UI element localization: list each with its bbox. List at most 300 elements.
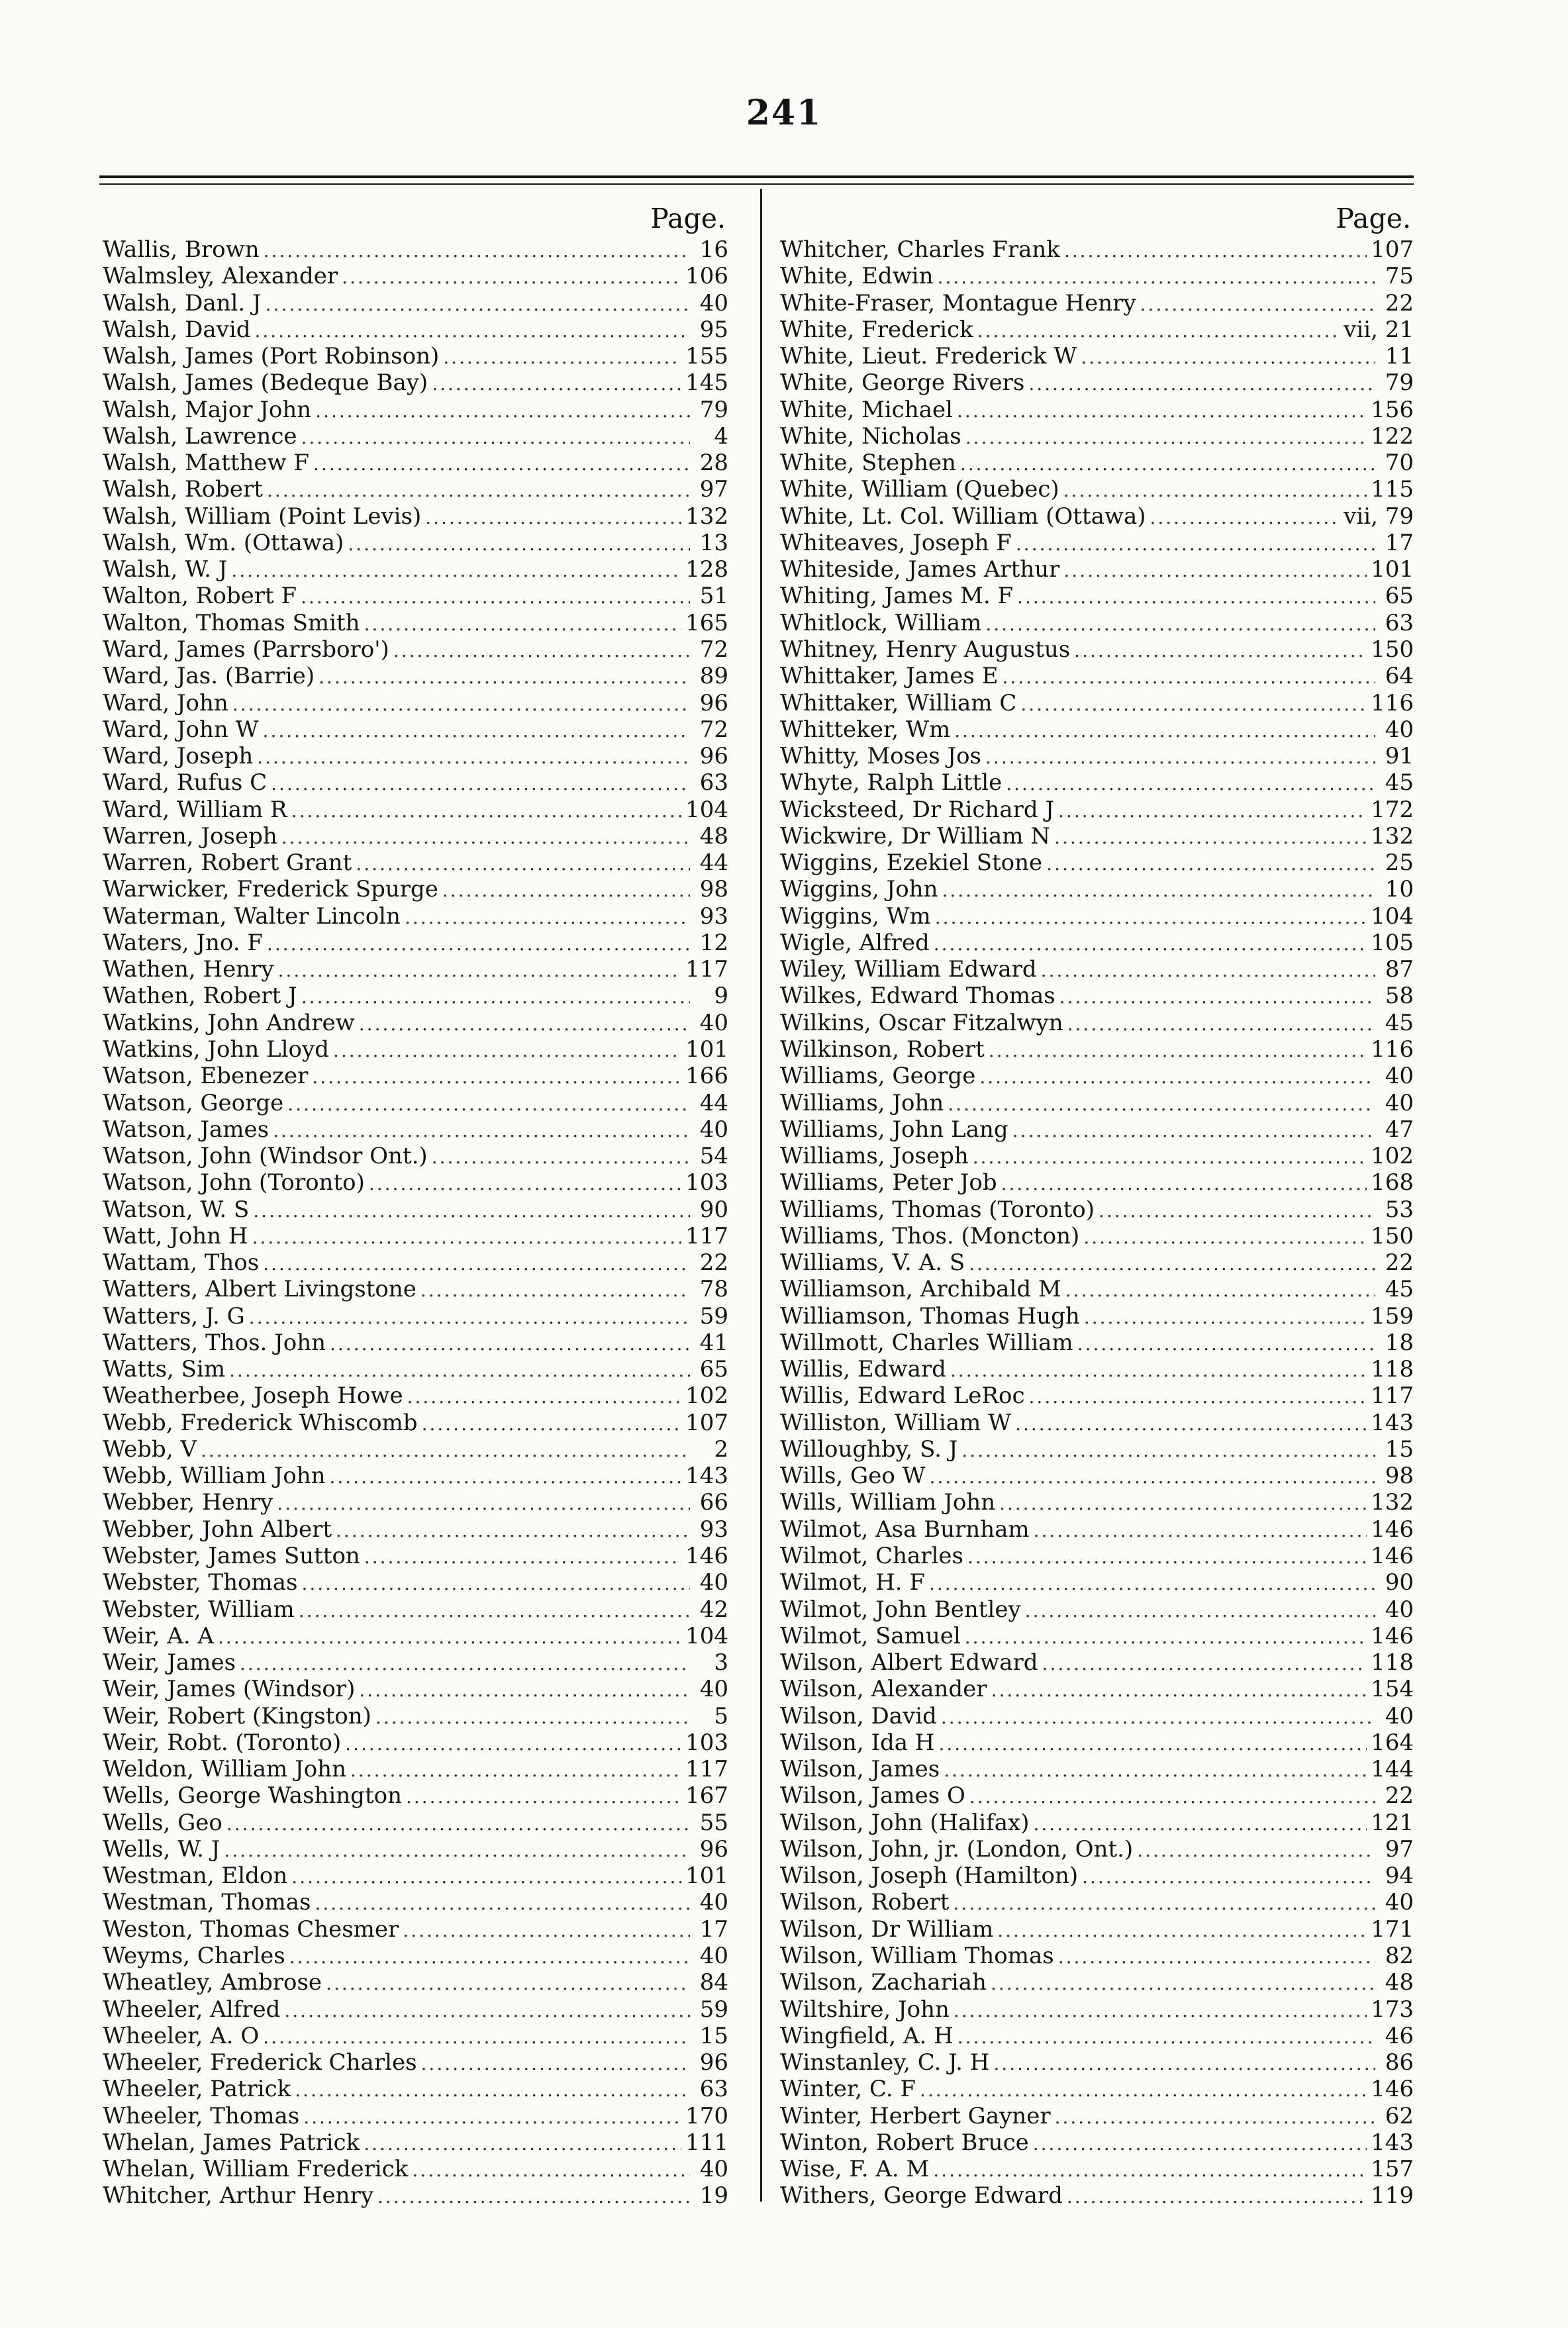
entry-page-ref: 143 — [685, 1463, 728, 1490]
dot-leader — [993, 2051, 1375, 2077]
entry-page-ref: 146 — [1371, 1543, 1414, 1570]
entry-name: Whitcher, Charles Frank — [780, 236, 1060, 263]
right-column — [780, 201, 1414, 2209]
dot-leader — [364, 611, 682, 638]
entry-page-ref: 102 — [1371, 1143, 1414, 1170]
dot-leader — [432, 1144, 690, 1171]
entry-name: Williams, George — [780, 1063, 976, 1090]
index-entry — [780, 690, 1414, 716]
entry-page-ref: 107 — [685, 1409, 728, 1436]
entry-name: Webster, Thomas — [103, 1569, 298, 1596]
dot-leader — [967, 1544, 1367, 1571]
entry-name: Wiggins, Wm — [780, 902, 931, 930]
index-entry — [780, 1782, 1414, 1809]
entry-page-ref: 66 — [699, 1489, 728, 1516]
dot-leader — [263, 718, 690, 744]
dot-leader — [299, 1598, 690, 1624]
dot-leader — [930, 1464, 1375, 1490]
entry-page-ref: 15 — [1385, 1435, 1414, 1463]
entry-name: Whitlock, William — [780, 609, 982, 636]
entry-name: Williston, William W — [780, 1409, 1012, 1436]
index-entry — [103, 2076, 728, 2102]
dot-leader — [229, 1357, 690, 1384]
entry-name: Wiltshire, John — [780, 1996, 950, 2023]
entry-page-ref: 10 — [1385, 876, 1414, 903]
index-entry — [103, 1010, 728, 1036]
entry-page-ref: 96 — [699, 689, 728, 716]
entry-name: Weatherbee, Joseph Howe — [103, 1382, 403, 1410]
entry-name: Wilson, John (Halifax) — [780, 1809, 1030, 1836]
entry-name: Wattam, Thos — [103, 1249, 260, 1277]
entry-page-ref: 97 — [699, 476, 728, 503]
entry-page-ref: 103 — [685, 1729, 728, 1756]
dot-leader — [999, 1490, 1367, 1517]
index-entry — [780, 1356, 1414, 1382]
entry-page-ref: 40 — [699, 1889, 728, 1916]
index-entry — [103, 369, 728, 396]
entry-page-ref: 64 — [1385, 663, 1414, 690]
index-entry — [780, 930, 1414, 956]
entry-page-ref: 63 — [699, 769, 728, 797]
entry-name: Westman, Thomas — [103, 1889, 311, 1916]
index-entry — [103, 903, 728, 930]
entry-name: Ward, James (Parrsboro') — [103, 636, 389, 663]
index-entry — [103, 1943, 728, 1969]
dot-leader — [1081, 344, 1375, 371]
index-entry — [103, 1676, 728, 1702]
entry-page-ref: 45 — [1385, 1009, 1414, 1036]
entry-name: Wilson, James O — [780, 1782, 965, 1810]
entry-page-ref: 97 — [1385, 1835, 1414, 1863]
entry-name: Warren, Joseph — [103, 822, 277, 849]
entry-page-ref: 48 — [1385, 1969, 1414, 1996]
entry-page-ref: 116 — [1371, 1036, 1414, 1063]
dot-leader — [345, 1731, 681, 1757]
entry-page-ref: 72 — [699, 716, 728, 743]
entry-page-ref: vii, 79 — [1344, 503, 1414, 530]
dot-leader — [271, 771, 690, 797]
entry-page-ref: 44 — [699, 849, 728, 877]
entry-name: Webster, James Sutton — [103, 1543, 360, 1570]
entry-page-ref: 94 — [1385, 1863, 1414, 1890]
entry-name: Williams, Joseph — [780, 1143, 969, 1170]
entry-name: White, Edwin — [780, 263, 934, 290]
entry-page-ref: 28 — [699, 450, 728, 477]
entry-page-ref: 22 — [1385, 1782, 1414, 1810]
entry-page-ref: 101 — [1371, 556, 1414, 583]
dot-leader — [1054, 824, 1367, 851]
index-entry — [103, 1463, 728, 1489]
entry-name: Wilkins, Oscar Fitzalwyn — [780, 1009, 1063, 1036]
index-entry — [780, 1116, 1414, 1143]
index-entry — [780, 556, 1414, 583]
index-entry — [103, 2182, 728, 2209]
entry-name: Whiting, James M. F — [780, 583, 1014, 610]
dot-leader — [326, 1970, 690, 1997]
entry-page-ref: 40 — [1385, 716, 1414, 743]
dot-leader — [1042, 1651, 1367, 1677]
dot-leader — [1055, 2104, 1375, 2131]
dot-leader — [985, 744, 1375, 771]
index-entry — [103, 1969, 728, 1996]
index-entry — [103, 503, 728, 530]
entry-name: Willoughby, S. J — [780, 1435, 958, 1463]
dot-leader — [953, 1890, 1375, 1917]
index-entry — [780, 610, 1414, 636]
entry-name: Watson, John (Toronto) — [103, 1169, 365, 1196]
entry-name: Wilson, Robert — [780, 1889, 950, 1916]
dot-leader — [1077, 1331, 1375, 1357]
dot-leader — [977, 318, 1340, 344]
entry-name: Watts, Sim — [103, 1356, 226, 1383]
entry-name: Ward, Rufus C — [103, 769, 268, 797]
entry-name: Wells, Geo — [103, 1809, 222, 1836]
entry-page-ref: 40 — [1385, 1089, 1414, 1116]
entry-name: Whitney, Henry Augustus — [780, 636, 1071, 663]
dot-leader — [1020, 691, 1367, 718]
index-entry — [780, 956, 1414, 983]
index-entry — [780, 823, 1414, 849]
index-entry — [103, 1756, 728, 1782]
dot-leader — [218, 1624, 681, 1651]
entry-page-ref: 93 — [699, 902, 728, 930]
entry-page-ref: 40 — [699, 1116, 728, 1143]
index-entry — [103, 983, 728, 1009]
dot-leader — [342, 264, 681, 291]
entry-page-ref: 154 — [1371, 1676, 1414, 1703]
dot-leader — [377, 2184, 690, 2210]
entry-name: White, Stephen — [780, 450, 956, 477]
entry-page-ref: 96 — [699, 2049, 728, 2076]
entry-name: Whelan, James Patrick — [103, 2129, 360, 2156]
entry-page-ref: 12 — [699, 929, 728, 956]
dot-leader — [240, 1651, 690, 1677]
dot-leader — [1099, 1198, 1375, 1224]
entry-page-ref: 143 — [1371, 2129, 1414, 2156]
entry-name: Watters, Albert Livingstone — [103, 1276, 416, 1303]
entry-page-ref: 146 — [685, 1543, 728, 1570]
entry-page-ref: 16 — [699, 236, 728, 263]
entry-page-ref: 96 — [699, 743, 728, 770]
entry-page-ref: 95 — [699, 316, 728, 343]
entry-page-ref: 40 — [1385, 1063, 1414, 1090]
entry-name: Ward, John W — [103, 716, 259, 743]
entry-page-ref: 40 — [699, 289, 728, 316]
index-entry — [780, 263, 1414, 289]
entry-page-ref: 118 — [1371, 1649, 1414, 1676]
dot-leader — [1067, 1011, 1375, 1038]
index-entry — [780, 1649, 1414, 1676]
entry-page-ref: 106 — [685, 263, 728, 290]
dot-leader — [330, 1464, 682, 1490]
index-entry — [103, 1036, 728, 1063]
index-entry — [780, 1143, 1414, 1169]
entry-page-ref: 19 — [699, 2182, 728, 2209]
entry-name: Webb, William John — [103, 1463, 326, 1490]
entry-page-ref: 45 — [1385, 1276, 1414, 1303]
entry-page-ref: 90 — [1385, 1569, 1414, 1596]
entry-name: Wilmot, John Bentley — [780, 1596, 1021, 1623]
dot-leader — [1003, 664, 1375, 691]
entry-page-ref: 128 — [685, 556, 728, 583]
index-entry — [780, 1943, 1414, 1969]
dot-leader — [965, 424, 1367, 451]
entry-page-ref: 40 — [1385, 1702, 1414, 1729]
entry-name: Wilmot, Asa Burnham — [780, 1516, 1030, 1543]
dot-leader — [369, 1171, 681, 1197]
entry-page-ref: 132 — [1371, 822, 1414, 849]
index-entry — [103, 1996, 728, 2023]
index-entry — [103, 1836, 728, 1863]
dot-leader — [920, 2077, 1367, 2104]
entry-page-ref: 98 — [699, 876, 728, 903]
dot-leader — [960, 451, 1375, 477]
entry-page-ref: 172 — [1371, 796, 1414, 823]
index-entry — [780, 1303, 1414, 1330]
entry-page-ref: 171 — [1371, 1916, 1414, 1943]
dot-leader — [267, 477, 690, 504]
entry-name: White, George Rivers — [780, 369, 1025, 397]
entry-page-ref: 46 — [1385, 2022, 1414, 2049]
index-entry — [103, 1330, 728, 1356]
entry-name: Wilkinson, Robert — [780, 1036, 985, 1063]
dot-leader — [267, 931, 690, 957]
entry-page-ref: vii, 21 — [1344, 316, 1414, 343]
index-entry — [780, 903, 1414, 930]
index-entry — [780, 1756, 1414, 1782]
dot-leader — [991, 1970, 1375, 1997]
index-entry — [103, 1863, 728, 1889]
entry-page-ref: 102 — [685, 1382, 728, 1410]
entry-name: Wiley, William Edward — [780, 956, 1037, 983]
index-entry — [103, 1649, 728, 1676]
dot-leader — [315, 398, 690, 424]
index-entry — [780, 1249, 1414, 1276]
entry-page-ref: 65 — [699, 1356, 728, 1383]
dot-leader — [933, 2157, 1367, 2184]
entry-page-ref: 166 — [685, 1063, 728, 1090]
entry-name: Westman, Eldon — [103, 1863, 288, 1890]
index-entry — [103, 1729, 728, 1756]
dot-leader — [278, 957, 682, 984]
index-entry — [103, 1223, 728, 1249]
dot-leader — [442, 877, 690, 904]
dot-leader — [359, 1011, 690, 1038]
index-entry — [780, 1703, 1414, 1729]
entry-name: Williams, Peter Job — [780, 1169, 997, 1196]
dot-leader — [421, 2051, 690, 2077]
index-entry — [103, 1116, 728, 1143]
index-entry — [780, 423, 1414, 450]
entry-page-ref: 22 — [1385, 1249, 1414, 1277]
index-entry — [103, 1782, 728, 1809]
entry-page-ref: 42 — [699, 1596, 728, 1623]
entry-page-ref: 159 — [1371, 1302, 1414, 1330]
index-entry — [780, 503, 1414, 530]
index-entry — [780, 476, 1414, 503]
index-entry — [780, 1569, 1414, 1596]
dot-leader — [1025, 1598, 1375, 1624]
dot-leader — [264, 238, 690, 264]
index-entry — [780, 983, 1414, 1009]
dot-leader — [284, 1998, 690, 2024]
entry-page-ref: 155 — [685, 343, 728, 370]
entry-name: White, Michael — [780, 396, 954, 423]
entry-name: White, Lt. Col. William (Ottawa) — [780, 503, 1146, 530]
entry-page-ref: 146 — [1371, 1516, 1414, 1543]
entry-name: Waters, Jno. F — [103, 929, 263, 956]
entry-page-ref: 3 — [714, 1649, 728, 1676]
entry-page-ref: 25 — [1385, 849, 1414, 877]
entry-name: Watkins, John Andrew — [103, 1009, 355, 1036]
dot-leader — [985, 611, 1375, 638]
dot-leader — [301, 584, 690, 610]
dot-leader — [266, 291, 690, 318]
dot-leader — [954, 1998, 1367, 2024]
index-entry — [780, 1863, 1414, 1889]
index-entry — [780, 343, 1414, 369]
dot-leader — [422, 1411, 682, 1437]
entry-page-ref: 59 — [699, 1302, 728, 1330]
index-entry — [780, 236, 1414, 263]
index-entry — [103, 2103, 728, 2129]
entry-page-ref: 53 — [1385, 1196, 1414, 1223]
entry-page-ref: 40 — [1385, 1889, 1414, 1916]
entry-page-ref: 82 — [1385, 1943, 1414, 1969]
entry-page-ref: 168 — [1371, 1169, 1414, 1196]
entry-name: Walton, Robert F — [103, 583, 297, 610]
entry-name: Watters, Thos. John — [103, 1329, 326, 1356]
entry-page-ref: 119 — [1371, 2182, 1414, 2209]
entry-page-ref: 44 — [699, 1089, 728, 1116]
entry-name: Walsh, Robert — [103, 476, 263, 503]
index-entry — [103, 2129, 728, 2156]
entry-page-ref: 96 — [699, 1835, 728, 1863]
dot-leader — [965, 1624, 1367, 1651]
entry-name: Weir, James — [103, 1649, 236, 1676]
index-entry — [103, 1356, 728, 1382]
entry-page-ref: 22 — [1385, 289, 1414, 316]
index-entry — [780, 743, 1414, 769]
entry-name: Wells, W. J — [103, 1835, 220, 1863]
entry-name: Wilson, James — [780, 1756, 940, 1783]
entry-page-ref: 173 — [1371, 1996, 1414, 2023]
entry-page-ref: 40 — [699, 1943, 728, 1969]
entry-name: Watson, John (Windsor Ont.) — [103, 1143, 428, 1170]
entry-page-ref: 40 — [699, 1569, 728, 1596]
entry-page-ref: 150 — [1371, 1222, 1414, 1249]
index-entry — [103, 397, 728, 423]
left-column-entries — [103, 236, 728, 2209]
entry-page-ref: 79 — [1385, 369, 1414, 397]
entry-page-ref: 117 — [685, 1756, 728, 1783]
left-column-header: Page. — [650, 203, 726, 234]
entry-page-ref: 90 — [699, 1196, 728, 1223]
entry-name: Webber, Henry — [103, 1489, 273, 1516]
dot-leader — [393, 638, 690, 664]
dot-leader — [359, 1677, 690, 1704]
entry-page-ref: 79 — [699, 396, 728, 423]
dot-leader — [252, 1224, 682, 1251]
entry-name: Williams, Thos. (Moncton) — [780, 1222, 1080, 1249]
entry-name: Walsh, Wm. (Ottawa) — [103, 529, 344, 556]
entry-name: Wigle, Alfred — [780, 929, 930, 956]
index-entry — [103, 1916, 728, 1943]
entry-page-ref: 13 — [699, 529, 728, 556]
entry-page-ref: 111 — [685, 2129, 728, 2156]
dot-leader — [263, 1251, 690, 1277]
entry-name: Ward, John — [103, 689, 228, 716]
entry-name: Wells, George Washington — [103, 1782, 402, 1810]
entry-page-ref: 170 — [685, 2102, 728, 2129]
entry-name: Wilmot, H. F — [780, 1569, 925, 1596]
entry-page-ref: 15 — [699, 2022, 728, 2049]
dot-leader — [301, 984, 690, 1010]
dot-leader — [944, 1757, 1367, 1784]
dot-leader — [364, 2131, 681, 2157]
dot-leader — [1063, 558, 1367, 584]
index-entry — [780, 290, 1414, 316]
dot-leader — [969, 1251, 1375, 1277]
index-entry — [103, 1436, 728, 1463]
entry-name: Walsh, David — [103, 316, 251, 343]
entry-page-ref: 121 — [1371, 1809, 1414, 1836]
index-entry — [103, 1889, 728, 1916]
page-number: 241 — [746, 93, 822, 133]
entry-name: Whyte, Ralph Little — [780, 769, 1003, 797]
dot-leader — [1017, 584, 1375, 610]
entry-page-ref: 41 — [699, 1329, 728, 1356]
entry-page-ref: 63 — [699, 2076, 728, 2103]
entry-name: Winton, Robert Bruce — [780, 2129, 1029, 2156]
entry-name: Willis, Edward LeRoc — [780, 1382, 1025, 1410]
dot-leader — [1015, 1411, 1367, 1437]
entry-page-ref: 84 — [699, 1969, 728, 1996]
entry-name: Webster, William — [103, 1596, 295, 1623]
dot-leader — [1137, 1837, 1375, 1864]
entry-name: Wilson, Alexander — [780, 1676, 987, 1703]
entry-page-ref: 146 — [1371, 2076, 1414, 2103]
dot-leader — [407, 1384, 681, 1410]
entry-name: Warwicker, Frederick Spurge — [103, 876, 438, 903]
dot-leader — [938, 1731, 1367, 1757]
index-entry — [103, 236, 728, 263]
dot-leader — [333, 1038, 681, 1064]
dot-leader — [348, 531, 690, 558]
dot-leader — [961, 1437, 1375, 1464]
dot-leader — [989, 1038, 1367, 1064]
entry-page-ref: 156 — [1371, 396, 1414, 423]
index-entry — [103, 423, 728, 450]
dot-leader — [1064, 238, 1367, 264]
entry-name: Walsh, Danl. J — [103, 289, 262, 316]
index-entry — [780, 2103, 1414, 2129]
dot-leader — [291, 798, 681, 824]
index-entry — [103, 797, 728, 823]
index-entry — [780, 1810, 1414, 1836]
dot-leader — [1028, 371, 1375, 397]
dot-leader — [1046, 851, 1375, 877]
entry-name: Williams, John Lang — [780, 1116, 1008, 1143]
index-entry — [780, 1516, 1414, 1543]
index-entry — [103, 1169, 728, 1196]
index-entry — [780, 636, 1414, 663]
entry-page-ref: 107 — [1371, 236, 1414, 263]
dot-leader — [1059, 984, 1375, 1010]
entry-name: White, Nicholas — [780, 422, 961, 450]
entry-name: Wingfield, A. H — [780, 2022, 954, 2049]
index-entry — [103, 1516, 728, 1543]
